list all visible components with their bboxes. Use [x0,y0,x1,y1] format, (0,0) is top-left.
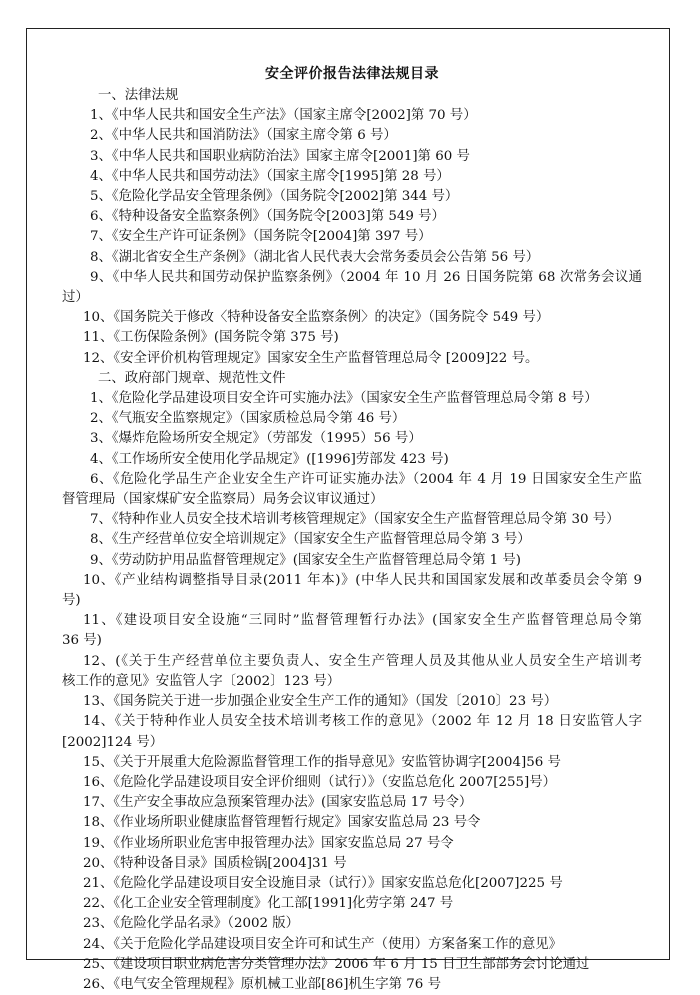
item-number: 3、 [90,148,112,164]
item-number: 1、 [90,108,112,124]
item-number: 1、 [90,391,112,407]
item-number: 12、 [83,653,116,669]
regulation-item [62,147,642,167]
item-text: 《危险化学品名录》（2002 版） [113,916,300,932]
item-text: 《工伤保险条例》(国务院令第 375 号) [113,330,339,346]
item-text: 《中华人民共和国消防法》（国家主席令第 6 号） [111,128,397,144]
regulation-item [62,409,642,429]
item-text: 《关于开展重大危险源监督管理工作的指导意见》安监管协调字[2004]56 号 [113,754,561,770]
item-number: 21、 [83,875,114,891]
item-text: 《国务院关于修改〈特种设备安全监察条例〉的决定》（国务院令 549 号） [113,310,550,326]
regulation-item [62,773,642,793]
item-text: 《中华人民共和国职业病防治法》国家主席令[2001]第 60 号 [111,148,470,164]
item-text: 《安全生产许可证条例》（国务院令[2004]第 397 号） [111,229,432,245]
regulation-item [62,389,642,409]
regulation-item [62,349,642,369]
regulation-item [62,328,642,348]
section-heading: 一、法律法规 [98,88,179,103]
regulation-item [62,268,642,288]
item-text: 《国务院关于进一步加强企业安全生产工作的通知》（国发〔2010〕23 号） [113,694,558,710]
item-number: 2、 [90,128,112,144]
item-text: 《劳动防护用品监督管理规定》(国家安全生产监督管理总局令第 1 号) [111,552,522,568]
regulation-item [62,712,642,732]
item-number: 12、 [83,350,114,366]
item-text-continued: 36 号) [62,633,102,649]
regulation-item [62,227,642,247]
regulation-item [62,571,642,591]
regulation-item [62,894,642,914]
item-number: 10、 [83,572,115,588]
item-text: 《电气安全管理规程》原机械工业部[86]机生字第 76 号 [113,976,441,992]
regulation-item [62,551,642,571]
regulation-item [62,308,642,328]
item-text: 《中华人民共和国劳动保护监察条例》（2004 年 10 月 26 日国务院第 68 次常务会议通 [112,269,642,285]
item-number: 9、 [90,269,113,285]
regulation-item [62,187,642,207]
item-number: 14、 [83,714,115,730]
item-text: 《关于特种作业人员安全技术培训考核工作的意见》（2002 年 12 月 18 日安监管人字 [114,714,642,730]
item-text-continued: [2002]124 号） [62,734,164,750]
regulation-item [62,470,642,490]
item-number: 13、 [83,694,114,710]
regulation-item [62,955,642,975]
item-text: 《安全评价机构管理规定》国家安全生产监督管理总局令 [2009]22 号。 [113,350,539,366]
item-text-continued: 号) [62,593,81,609]
item-number: 23、 [83,916,114,932]
regulation-item [62,530,642,550]
item-number: 22、 [83,896,114,912]
item-text: 《产业结构调整指导目录(2011 年本)》(中华人民共和国国家发展和改革委员会令第 9 [114,572,642,588]
item-text-continued: 过） [62,290,89,306]
item-number: 24、 [83,936,114,952]
regulation-item [62,834,642,854]
regulation-item [62,753,642,773]
item-number: 17、 [83,795,114,811]
regulation-item [62,611,642,631]
item-number: 8、 [90,249,112,265]
item-text: 《危险化学品建设项目安全评价细则（试行）》（安监总危化 2007[255]号） [113,774,557,790]
item-text: 《作业场所职业健康监督管理暂行规定》国家安监总局 23 号令 [113,815,481,831]
item-text: 《中华人民共和国劳动法》（国家主席令[1995]第 28 号） [111,168,450,184]
item-number: 26、 [83,976,114,992]
item-number: 25、 [83,956,114,972]
item-text: 《危险化学品生产企业安全生产许可证实施办法》（2004 年 4 月 19 日国家安全生产监 [112,471,642,487]
item-text: 《特种设备目录》国质检锅[2004]31 号 [113,855,347,871]
item-text: 《特种设备安全监察条例》（国务院令[2003]第 549 号） [111,209,445,225]
regulation-item [62,429,642,449]
regulation-item [62,106,642,126]
regulation-item [62,975,642,995]
regulation-item [62,167,642,187]
regulation-item [62,813,642,833]
item-number: 4、 [90,451,112,467]
item-text: 《中华人民共和国安全生产法》（国家主席令[2002]第 70 号） [111,108,477,124]
item-text: 《关于危险化学品建设项目安全许可和试生产（使用）方案备案工作的意见》 [113,936,563,952]
item-number: 5、 [90,189,112,205]
item-number: 7、 [90,229,112,245]
item-number: 10、 [83,310,114,326]
item-text: 《建设项目职业病危害分类管理办法》2006 年 6 月 15 日卫生部部务会讨论通过 [113,956,590,972]
item-text-continued: 督管理局（国家煤矿安全监察局）局务会议审议通过） [62,492,384,508]
regulation-item [62,692,642,712]
item-number: 9、 [90,552,112,568]
section-heading: 二、政府部门规章、规范性文件 [98,370,286,386]
item-text: 《危险化学品安全管理条例》（国务院令[2002]第 344 号） [111,189,459,205]
item-number: 19、 [83,835,114,851]
regulation-item [62,935,642,955]
item-text-continued: 核工作的意见》安监管人字〔2002〕123 号） [62,673,341,689]
item-text: 《危险化学品建设项目安全许可实施办法》（国家安全生产监督管理总局令第 8 号） [111,391,598,407]
item-text: 《特种作业人员安全技术培训考核管理规定》（国家安全生产监督管理总局令第 30 号） [111,512,620,528]
item-number: 6、 [90,471,113,487]
regulation-item [62,793,642,813]
item-number: 3、 [90,431,112,447]
sections-container [62,86,642,995]
item-number: 18、 [83,815,114,831]
item-number: 4、 [90,168,112,184]
item-text: 《生产安全事故应急预案管理办法》(国家安监总局 17 号令） [113,795,473,811]
document-body [62,64,642,995]
regulation-item [62,450,642,470]
regulation-item [62,126,642,146]
item-text: 《生产经营单位安全培训规定》（国家安全生产监督管理总局令第 3 号） [111,532,531,548]
item-text: 《工作场所安全使用化学品规定》([1996]劳部发 423 号) [111,451,449,467]
item-text: 《作业场所职业危害申报管理办法》国家安监总局 27 号令 [113,835,454,851]
regulation-item [62,207,642,227]
item-text: 《湖北省安全生产条例》（湖北省人民代表大会常务委员会公告第 56 号） [111,249,540,265]
item-number: 6、 [90,209,112,225]
regulation-item [62,652,642,672]
item-number: 16、 [83,774,114,790]
item-number: 15、 [83,754,114,770]
regulation-item [62,510,642,530]
item-number: 11、 [83,330,114,346]
item-text: 《爆炸危险场所安全规定》（劳部发（1995）56 号） [111,431,422,447]
regulation-item [62,248,642,268]
item-text: 《化工企业安全管理制度》化工部[1991]化劳字第 247 号 [113,896,454,912]
regulation-item [62,914,642,934]
item-text: 《气瓶安全监察规定》（国家质检总局令第 46 号） [111,411,406,427]
item-number: 8、 [90,532,112,548]
item-text: 《危险化学品建设项目安全设施目录（试行）》国家安监总危化[2007]225 号 [113,875,563,891]
item-text: 《建设项目安全设施“三同时”监督管理暂行办法》(国家安全生产监督管理总局令第 [115,613,642,629]
item-number: 7、 [90,512,112,528]
regulation-item [62,854,642,874]
regulation-item [62,874,642,894]
item-number: 20、 [83,855,114,871]
document-title: 安全评价报告法律法规目录 [265,66,439,82]
item-number: 2、 [90,411,112,427]
item-number: 11、 [83,613,116,629]
item-text: (《关于生产经营单位主要负责人、安全生产管理人员及其他从业人员安全生产培训考 [115,653,642,669]
